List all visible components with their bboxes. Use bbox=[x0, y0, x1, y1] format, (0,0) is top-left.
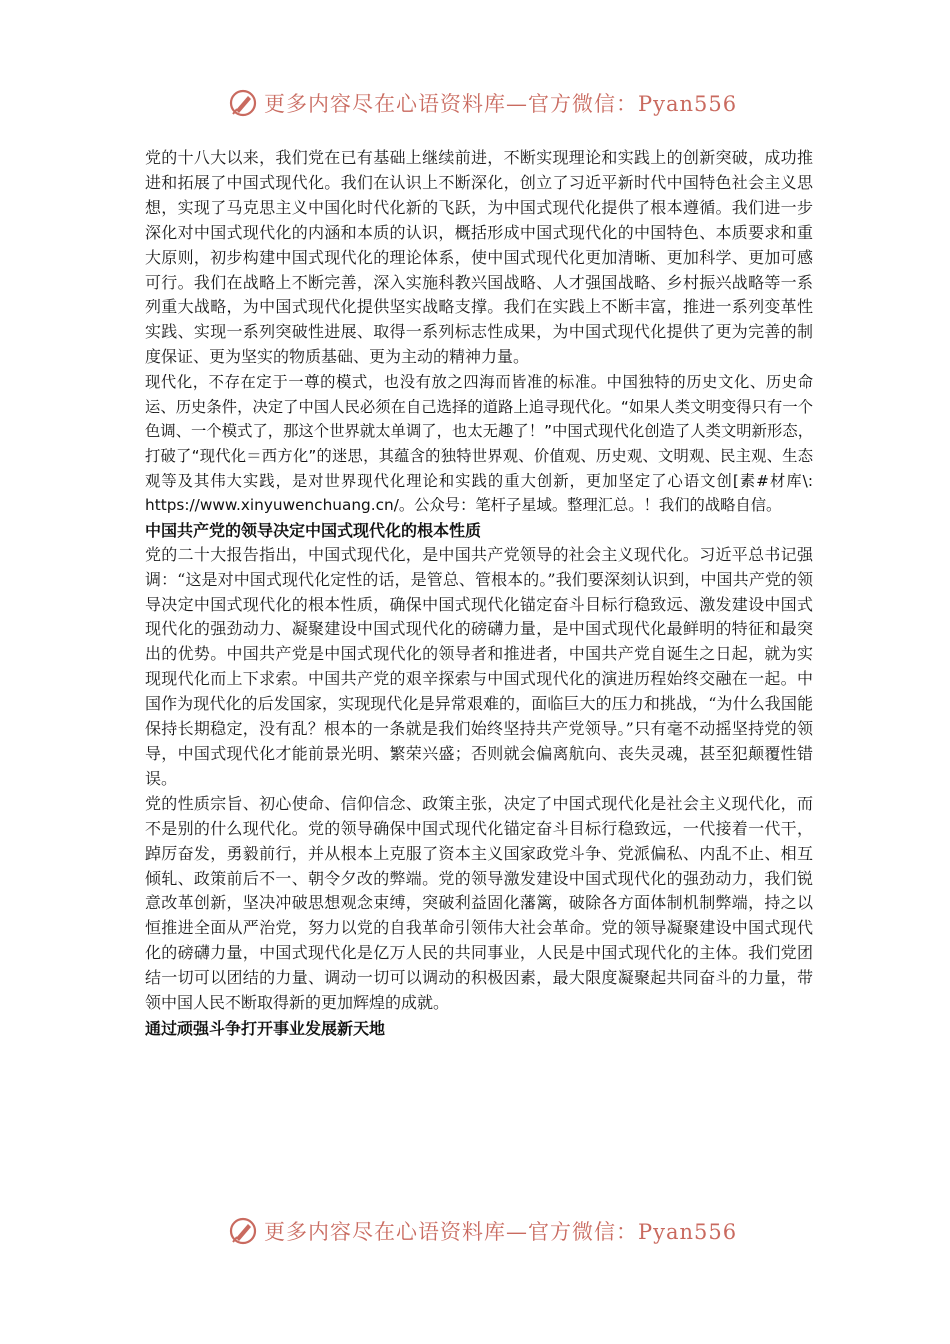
footer-banner bbox=[228, 1214, 737, 1248]
paragraph-4: 党的性质宗旨、初心使命、信仰信念、政策主张，决定了中国式现代化是社会主义现代化，而不是别的什么现代化。党的领导确保中国式现代化锚定奋斗目标行稳致远，一代接着一代干，踔厉奋发，勇毅前行，并从根本上克服了资本主义国家政党斗争、党派偏私、内乱不止、相互倾轧、政策前后不一、朝令夕改的弊端。党的领导激发建设中国式现代化的强劲动力，我们锐意改革创新，坚决冲破思想观念束缚，突破利益固化藩篱，破除各方面体制机制弊端，持之以恒推进全面从严治党，努力以党的自我革命引领伟大社会革命。党的领导凝聚建设中国式现代化的磅礴力量，中国式现代化是亿万人民的共同事业，人民是中国式现代化的主体。我们党团结一切可以团结的力量、调动一切可以调动的积极因素，最大限度凝聚起共同奋斗的力量，带领中国人民不断取得新的更加辉煌的成就。 bbox=[145, 793, 813, 1013]
paragraph-3: 党的二十大报告指出，中国式现代化，是中国共产党领导的社会主义现代化。习近平总书记强调：“这是对中国式现代化定性的话，是管总、管根本的。”我们要深刻认识到，中国共产党的领导决定中国式现代化的根本性质，确保中国式现代化锚定奋斗目标行稳致远、激发建设中国式现代化的强劲动力、凝聚建设中国式现代化的磅礴力量，是中国式现代化最鲜明的特征和最突出的优势。中国共产党是中国式现代化的领导者和推进者，中国共产党自诞生之日起，就为实现现代化而上下求索。中国共产党的艰辛探索与中国式现代化的演进历程始终交融在一起。中国作为现代化的后发国家，实现现代化是异常艰难的，面临巨大的压力和挑战，“为什么我国能保持长期稳定，没有乱？根本的一条就是我们始终坚持共产党领导。”只有毫不动摇坚持党的领导，中国式现代化才能前景光明、繁荣兴盛；否则就会偏离航向、丧失灵魂，甚至犯颠覆性错误。 bbox=[145, 544, 813, 788]
header-banner bbox=[228, 86, 737, 120]
pen-logo-icon bbox=[228, 88, 258, 118]
paragraph-2: 现代化，不存在定于一尊的模式，也没有放之四海而皆准的标准。中国独特的历史文化、历史命运、历史条件，决定了中国人民必须在自己选择的道路上追寻现代化。“如果人类文明变得只有一个色调、一个模式了，那这个世界就太单调了，也太无趣了！”中国式现代化创造了人类文明新形态，打破了“现代化＝西方化”的迷思，其蕴含的独特世界观、价值观、历史观、文明观、民主观、生态观等及其伟大实践，是对世界现代化理论和实践的重大创新，更加坚定了心语文创[素#材库\: https://www.xinyuwenchuang.cn/。公众号：笔杆子星域。整理汇总。！我们的战略自信。 bbox=[145, 373, 813, 515]
banner-text: 更多内容尽在心语资料库—官方微信：Pyan556 bbox=[264, 92, 738, 116]
section-heading-2: 通过顽强斗争打开事业发展新天地 bbox=[145, 1018, 386, 1038]
banner-text: 更多内容尽在心语资料库—官方微信：Pyan556 bbox=[264, 1220, 738, 1244]
article-body bbox=[145, 146, 813, 1041]
pen-logo-icon bbox=[228, 1216, 258, 1246]
paragraph-1: 党的十八大以来，我们党在已有基础上继续前进，不断实现理论和实践上的创新突破，成功推进和拓展了中国式现代化。我们在认识上不断深化，创立了习近平新时代中国特色社会主义思想，实现了马克思主义中国化时代化新的飞跃，为中国式现代化提供了根本遵循。我们进一步深化对中国式现代化的内涵和本质的认识，概括形成中国式现代化的中国特色、本质要求和重大原则，初步构建中国式现代化的理论体系，使中国式现代化更加清晰、更加科学、更加可感可行。我们在战略上不断完善，深入实施科教兴国战略、人才强国战略、乡村振兴战略等一系列重大战略，为中国式现代化提供坚实战略支撑。我们在实践上不断丰富，推进一系列变革性实践、实现一系列突破性进展、取得一系列标志性成果，为中国式现代化提供了更为完善的制度保证、更为坚实的物质基础、更为主动的精神力量。 bbox=[145, 148, 813, 367]
section-heading-1: 中国共产党的领导决定中国式现代化的根本性质 bbox=[145, 520, 482, 540]
